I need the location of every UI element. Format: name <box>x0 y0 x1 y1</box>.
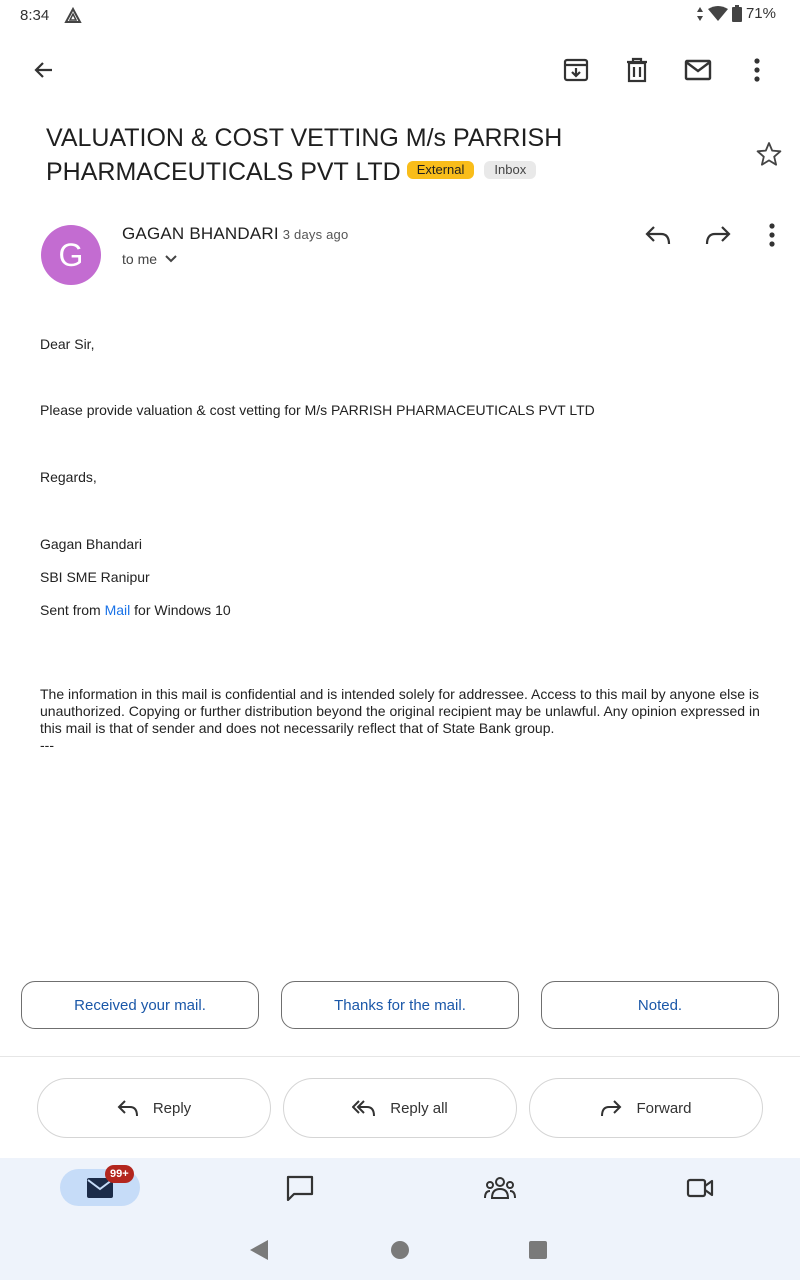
divider <box>0 1056 800 1057</box>
forward-label: Forward <box>636 1099 692 1117</box>
status-indicators <box>696 5 776 22</box>
square-recents-icon <box>528 1240 548 1260</box>
reply-label: Reply <box>152 1099 192 1117</box>
sender-header <box>122 224 348 244</box>
nav-chat[interactable] <box>276 1164 324 1212</box>
smart-reply-received[interactable]: Received your mail. <box>21 981 259 1029</box>
disclaimer-block <box>40 686 760 754</box>
email-time: 3 days ago <box>282 227 349 242</box>
label-inbox[interactable]: Inbox <box>484 161 536 179</box>
message-more-button[interactable] <box>748 211 796 259</box>
reply-all-label: Reply all <box>390 1099 448 1117</box>
subject-text: VALUATION & COST VETTING M/s PARRISH PHARMACEUTICALS PVT LTD <box>46 124 563 186</box>
signature-org: SBI SME Ranipur <box>40 569 150 585</box>
mark-unread-button[interactable] <box>674 46 722 94</box>
triangle-back-icon <box>248 1239 270 1261</box>
star-icon <box>756 141 782 167</box>
reply-icon-button[interactable] <box>634 211 682 259</box>
system-recents-button[interactable] <box>528 1240 548 1260</box>
circle-home-icon <box>390 1240 410 1260</box>
mail-badge: 99+ <box>105 1165 134 1183</box>
forward-icon <box>600 1099 622 1117</box>
delete-icon <box>625 57 649 83</box>
back-button[interactable] <box>20 46 68 94</box>
reply-button[interactable] <box>37 1078 271 1138</box>
reply-icon <box>645 225 671 245</box>
video-icon <box>686 1178 714 1198</box>
body-greeting: Dear Sir, <box>40 336 95 352</box>
battery-icon <box>732 5 742 22</box>
delete-button[interactable] <box>613 46 661 94</box>
arrow-back-icon <box>32 58 56 82</box>
forward-button[interactable] <box>529 1078 763 1138</box>
people-icon <box>484 1177 516 1199</box>
sent-prefix: Sent from <box>40 602 105 618</box>
drive-notification-icon <box>64 7 82 25</box>
more-options-button[interactable] <box>733 46 781 94</box>
forward-icon <box>705 225 731 245</box>
system-home-button[interactable] <box>390 1240 410 1260</box>
disclaimer-text: The information in this mail is confidential and is intended solely for addressee. Access to this mail by anyone else is unauthorized. Copying or further distribution beyond the original recipient may be unlawful. Any opinion expressed in this mail is that of sender and does not necessarily reflect that of State Bank group. <box>40 686 760 736</box>
archive-icon <box>563 57 589 83</box>
signature-name: Gagan Bhandari <box>40 536 142 552</box>
body-regards: Regards, <box>40 469 97 485</box>
reply-all-button[interactable] <box>283 1078 517 1138</box>
chat-icon <box>286 1175 314 1201</box>
wifi-icon <box>708 6 728 22</box>
mail-icon <box>684 59 712 81</box>
mail-link[interactable]: Mail <box>104 602 131 618</box>
archive-button[interactable] <box>552 46 600 94</box>
body-request: Please provide valuation & cost vetting for M/s PARRISH PHARMACEUTICALS PVT LTD <box>40 402 595 418</box>
nav-spaces[interactable] <box>476 1164 524 1212</box>
more-vert-icon <box>754 58 760 82</box>
email-subject <box>46 121 746 189</box>
recipient-text: to me <box>122 251 158 267</box>
more-vert-icon <box>769 223 775 247</box>
forward-icon-button[interactable] <box>694 211 742 259</box>
system-back-button[interactable] <box>248 1239 270 1261</box>
sent-suffix: for Windows 10 <box>130 602 231 618</box>
reply-icon <box>117 1099 139 1117</box>
data-arrows-icon <box>696 6 704 22</box>
recipient-details[interactable] <box>122 251 177 267</box>
battery-percent: 71% <box>745 5 776 22</box>
chevron-down-icon <box>165 255 177 263</box>
smart-reply-noted[interactable]: Noted. <box>541 981 779 1029</box>
sender-name: GAGAN BHANDARI <box>122 224 279 243</box>
reply-all-icon <box>352 1099 376 1117</box>
nav-meet[interactable] <box>676 1164 724 1212</box>
label-external: External <box>407 161 475 179</box>
disclaimer-dashes: --- <box>40 737 54 753</box>
status-time: 8:34 <box>20 7 50 24</box>
sender-avatar[interactable]: G <box>41 225 101 285</box>
smart-reply-thanks[interactable]: Thanks for the mail. <box>281 981 519 1029</box>
star-button[interactable] <box>745 130 793 178</box>
sent-from-line <box>40 602 231 618</box>
